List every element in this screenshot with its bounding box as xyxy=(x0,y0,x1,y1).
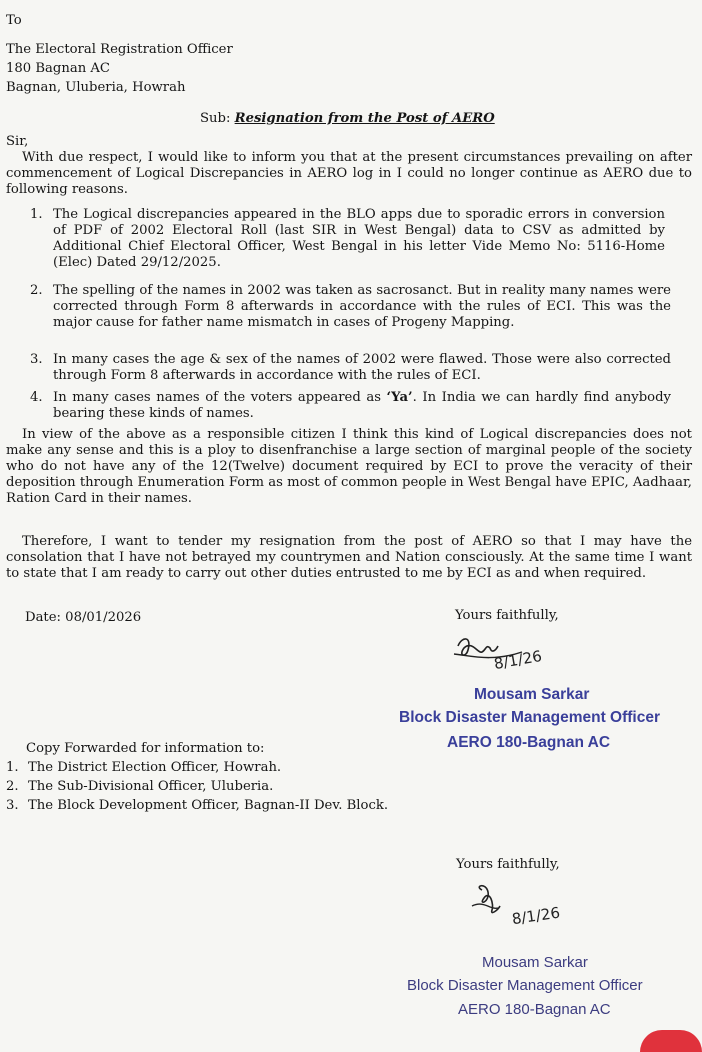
recipient-line: Bagnan, Uluberia, Howrah xyxy=(6,80,186,95)
stamp-name: Mousam Sarkar xyxy=(482,954,588,971)
red-seal-fragment xyxy=(640,1030,702,1052)
reason-item: The spelling of the names in 2002 was taken as sacrosanct. But in reality many names were corrected through Form 8 afterwards in accordance with the rules of ECI. This was the major cause for father name mismatch in cases of Progeny Mapping. xyxy=(53,283,671,330)
handwritten-signature xyxy=(468,880,588,930)
subject-prefix: Sub: xyxy=(200,111,231,126)
date-line: Date: 08/01/2026 xyxy=(25,610,142,625)
intro-paragraph: With due respect, I would like to inform you that at the present circumstances prevailing on after commencement of Logical Discrepancies in AERO log in I could no longer continue as AERO due to following reasons. xyxy=(6,150,692,197)
copy-number: 1. xyxy=(6,760,19,775)
reason-emphasis: ‘Ya’ xyxy=(386,390,413,405)
reason-number: 3. xyxy=(30,352,43,367)
subject-text: Resignation from the Post of AERO xyxy=(234,111,495,126)
stamp-designation: Block Disaster Management Officer xyxy=(399,709,661,726)
closing: Yours faithfully, xyxy=(455,608,559,623)
signature-date: 8/1/26 xyxy=(510,903,562,929)
stamp-designation: Block Disaster Management Officer xyxy=(407,977,643,994)
reason-number: 4. xyxy=(30,390,43,405)
recipient-line: 180 Bagnan AC xyxy=(6,61,111,76)
copy-number: 2. xyxy=(6,779,19,794)
reason-item: In many cases the age & sex of the names of 2002 were flawed. Those were also corrected through Form 8 afterwards in accordance with the rules of ECI. xyxy=(53,352,671,383)
reason-number: 1. xyxy=(30,207,43,222)
handwritten-signature xyxy=(452,632,572,674)
reason-item xyxy=(53,390,671,422)
therefore-paragraph: Therefore, I want to tender my resignation from the post of AERO so that I may have the consolation that I have not betrayed my countrymen and Nation consciously. At the same time I want to state that I am ready to carry out other duties entrusted to me by ECI as and when required. xyxy=(6,534,692,581)
signature-date: 8/1/26 xyxy=(492,646,544,674)
stamp-name: Mousam Sarkar xyxy=(474,686,590,703)
subject-line xyxy=(200,111,495,127)
salutation: Sir, xyxy=(6,134,29,149)
copy-item: The Block Development Officer, Bagnan-II Dev. Block. xyxy=(28,798,389,813)
reason-text: . In India we can hardly find anybody bearing these kinds of names. xyxy=(53,390,671,421)
reason-number: 2. xyxy=(30,283,43,298)
stamp-office: AERO 180-Bagnan AC xyxy=(458,1001,611,1018)
closing: Yours faithfully, xyxy=(456,857,560,872)
copy-item: The Sub-Divisional Officer, Uluberia. xyxy=(28,779,274,794)
reason-item: The Logical discrepancies appeared in the BLO apps due to sporadic errors in conversion of PDF of 2002 Electoral Roll (last SIR in West Bengal) data to CSV as admitted by Additional Chief Electoral Officer, West Bengal in his letter Vide Memo No: 5116-Home (Elec) Dated 29/12/2025. xyxy=(53,207,665,270)
view-paragraph: In view of the above as a responsible citizen I think this kind of Logical discrepancies does not make any sense and this is a ploy to disenfranchise a large section of marginal people of the society who do not have any of the 12(Twelve) document required by ECI to prove the veracity of their deposition through Enumeration Form as most of common people in West Bengal have EPIC, Aadhaar, Ration Card in their names. xyxy=(6,427,692,506)
to-label: To xyxy=(6,13,22,28)
recipient-line: The Electoral Registration Officer xyxy=(6,42,233,57)
reason-text: In many cases names of the voters appeared as xyxy=(53,390,387,405)
stamp-office: AERO 180-Bagnan AC xyxy=(447,734,611,751)
copy-item: The District Election Officer, Howrah. xyxy=(28,760,282,775)
copy-heading: Copy Forwarded for information to: xyxy=(26,741,265,756)
copy-number: 3. xyxy=(6,798,19,813)
